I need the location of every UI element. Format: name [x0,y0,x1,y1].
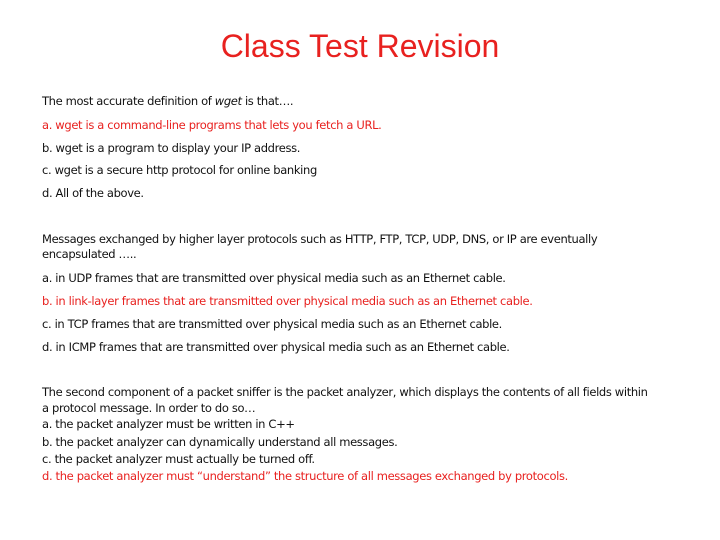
q1-stem-term: wget [214,94,242,108]
q1-stem-suffix: is that…. [241,94,294,108]
q1-stem [42,93,293,109]
q1-stem-prefix: The most accurate definition of [42,94,215,108]
q1-option-c: c. wget is a secure http protocol for online banking [42,163,317,177]
q3-stem-line2: a protocol message. In order to do so… [42,401,256,415]
q2-stem-line1: Messages exchanged by higher layer protocols such as HTTP, FTP, TCP, UDP, DNS, or IP are eventually [42,232,598,246]
q2-option-a: a. in UDP frames that are transmitted over physical media such as an Ethernet cable. [42,271,506,285]
q1-option-b: b. wget is a program to display your IP address. [42,141,301,155]
q3-stem-line1: The second component of a packet sniffer is the packet analyzer, which displays the contents of all fields within [42,385,648,399]
q2-option-d: d. in ICMP frames that are transmitted over physical media such as an Ethernet cable. [42,340,510,354]
q2-option-c: c. in TCP frames that are transmitted over physical media such as an Ethernet cable. [42,317,502,331]
q1-option-d: d. All of the above. [42,186,144,200]
q2-option-b-correct: b. in link-layer frames that are transmitted over physical media such as an Ethernet cable. [42,294,533,308]
q3-option-b: b. the packet analyzer can dynamically understand all messages. [42,435,398,449]
q3-option-c: c. the packet analyzer must actually be turned off. [42,452,315,466]
q1-option-a-correct: a. wget is a command-line programs that lets you fetch a URL. [42,118,382,132]
page-title: Class Test Revision [220,28,500,64]
q3-option-a: a. the packet analyzer must be written in C++ [42,417,295,431]
q2-stem-line2: encapsulated ….. [42,247,137,261]
q3-option-d-correct: d. the packet analyzer must “understand” the structure of all messages exchanged by protocols. [42,469,568,483]
